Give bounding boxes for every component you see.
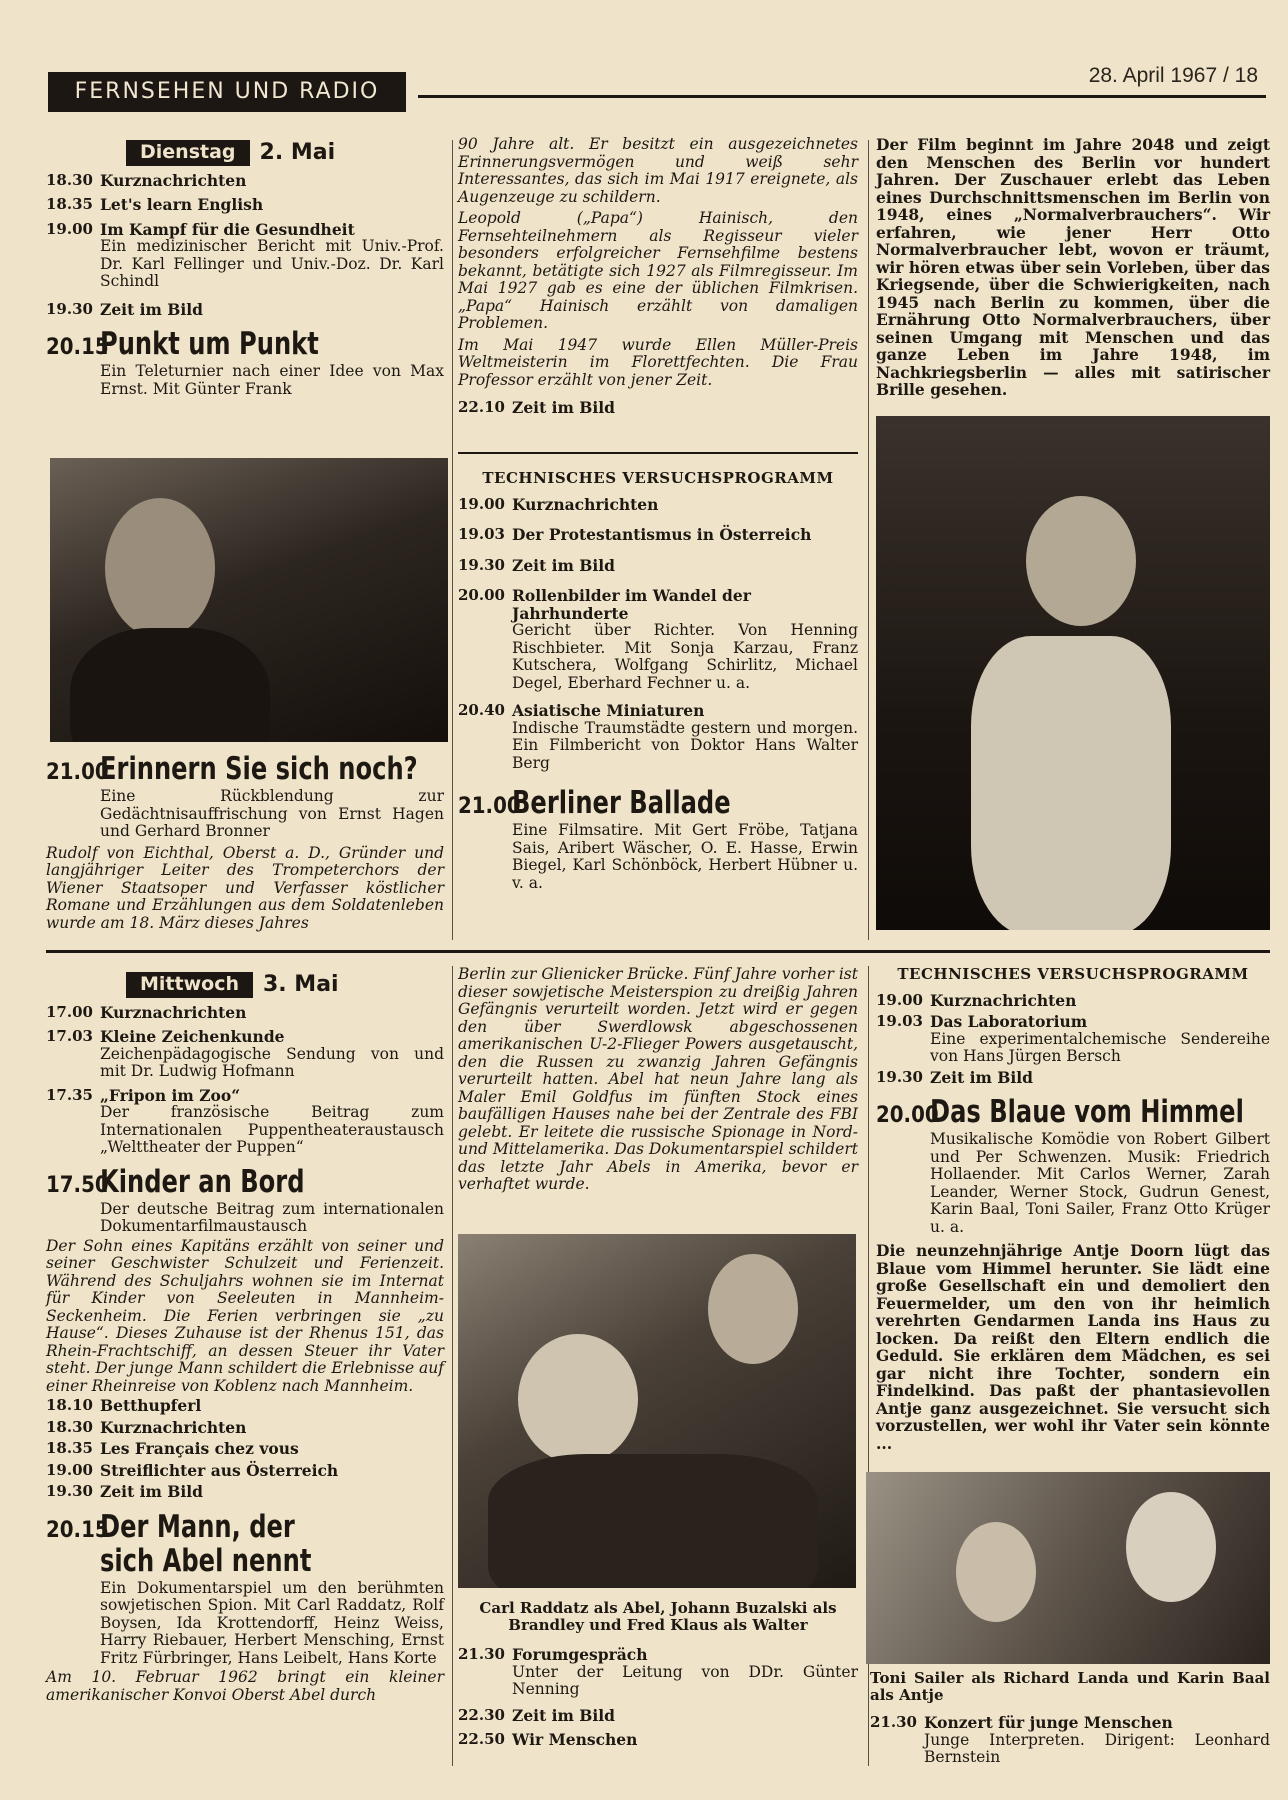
wednesday-middle-column bbox=[458, 966, 858, 1198]
program-item: 19.30 Zeit im Bild bbox=[458, 555, 616, 575]
column-divider bbox=[452, 966, 453, 1766]
program-item: 18.35 Let's learn English bbox=[46, 195, 264, 214]
program-note: 90 Jahre alt. Er besitzt ein ausgezeichnetes Erinnerungsvermögen und weiß sehr Interessantes, das sich im Mai 1917 ereignete, als Augenzeuge zu schildern. bbox=[458, 135, 858, 206]
program-item: 19.30 Zeit im Bild bbox=[46, 1482, 204, 1501]
program-description: Ein Dokumentarspiel um den berühmten sowjetischen Spion. Mit Carl Raddatz, Rolf Boysen, Ida Krottendorff, Heinz Weiss, Harry Riebauer, Herbert Mensching, Ernst Fritz Fürbringer, Hans Leibelt, Hans Korte bbox=[100, 1578, 444, 1667]
highlight-program: 20.00 Das Blaue vom Himmel bbox=[876, 1094, 1244, 1130]
issue-date-page: 28. April 1967 / 18 bbox=[1088, 64, 1258, 87]
photo-presenter bbox=[50, 458, 448, 742]
wednesday-middle-lower bbox=[458, 1600, 858, 1756]
photo-caption: Toni Sailer als Richard Landa und Karin Baal als Antje bbox=[870, 1669, 1270, 1704]
program-item: 19.00 Kurznachrichten bbox=[458, 494, 659, 514]
day-divider bbox=[46, 950, 1270, 953]
program-note: Leopold („Papa“) Hainisch, den Fernsehteilnehmern als Regisseur vieler besonders erfolgreicher Fernsehfilme bestens bekannt, betätigte sich 1927 als Filmregisseur. Im Mai 1927 gab es eine der üblichen Filmkrisen. „Papa“ Hainisch erzählt von damaligen Problemen. bbox=[458, 209, 858, 332]
film-description: Der Film beginnt im Jahre 2048 und zeigt den Menschen des Berlin vor hundert Jahren. Der Zuschauer erlebt das Leben eines Durchschnittsmenschen im Berlin von 1948, eines „Normalverbrauchers“. Wir erfahren, wie jener Herr Otto Normalverbraucher lebt, wovon er träumt, wir hören etwas über sein Vorleben, über das Kriegsende, über die Schwierigkeiten, nach 1945 nach Berlin zu kommen, über die Ernährung Otto Normalverbrauchers, über seinen Umgang mit Menschen und das ganze Leben im Jahre 1948, im Nachkriegsberlin — alles mit satirischer Brille gesehen. bbox=[876, 135, 1270, 399]
program-item: 22.50 Wir Menschen bbox=[458, 1730, 638, 1749]
program-description: Eine Rückblendung zur Gedächtnisauffrischung von Ernst Hagen und Gerhard Bronner bbox=[100, 787, 444, 840]
wednesday-right-column bbox=[876, 966, 1270, 1452]
program-note: Rudolf von Eichthal, Oberst a. D., Gründer und langjähriger Leiter des Trompeterchors der Wiener Staatsoper und Verfasser köstlicher Romane und Erzählungen aus dem Soldatenleben wurde am 18. März dieses Jahres bbox=[46, 843, 444, 932]
day-date: 3. Mai bbox=[262, 972, 339, 997]
program-note: Im Mai 1947 wurde Ellen Müller-Preis Weltmeisterin im Florettfechten. Die Frau Professor erzählt von jener Zeit. bbox=[458, 335, 858, 389]
tuesday-left-column bbox=[46, 140, 444, 398]
section-banner bbox=[48, 72, 406, 112]
program-item: 19.00 Streiflichter aus Österreich bbox=[46, 1460, 339, 1480]
program-item: 19.00 Im Kampf für die Gesundheit Ein medizinischer Bericht mit Univ.-Prof. Dr. Karl Fellinger und Univ.-Doz. Dr. Karl Schindl bbox=[46, 219, 444, 290]
program-item: 18.30 Kurznachrichten bbox=[46, 1417, 247, 1437]
program-item: 22.10 Zeit im Bild bbox=[458, 398, 616, 417]
program-item: 20.40 Asiatische Miniaturen Indische Traumstädte gestern und morgen. Ein Filmbericht von Doktor Hans Walter Berg bbox=[458, 701, 858, 772]
program-note: Berlin zur Glienicker Brücke. Fünf Jahre vorher ist dieser sowjetische Meisterspion zu dreißig Jahren Gefängnis verurteilt worden. Jetzt wird er gegen den über Swerdlowsk abgeschossenen amerikanischen U-2-Flieger Powers ausgetauscht, den die Russen zu zwanzig Jahren Gefängnis verurteilt hatten. Abel hat neun Jahre lang als Maler Emil Goldfus im fünften Stock eines baufälligen Hauses nahe bei der Zentrale des FBI gelebt. Er leitete die russische Spionage in Nord- und Mittelamerika. Das Dokumentarspiel schildert das letzte Jahr Abels in Amerika, bevor er verhaftet wurde. bbox=[458, 965, 858, 1193]
day-date: 2. Mai bbox=[259, 140, 336, 165]
program-description: Ein Teleturnier nach einer Idee von Max Ernst. Mit Günter Frank bbox=[100, 362, 444, 398]
section-heading: TECHNISCHES VERSUCHSPROGRAMM bbox=[897, 965, 1249, 983]
wednesday-left-column bbox=[46, 972, 444, 1706]
tuesday-right-column bbox=[876, 136, 1270, 399]
program-item: 18.10 Betthupferl bbox=[46, 1396, 202, 1415]
wednesday-right-lower bbox=[870, 1670, 1270, 1773]
highlight-program: 21.00 Berliner Ballade bbox=[458, 785, 731, 821]
tuesday-middle-column bbox=[458, 136, 858, 424]
day-label: Mittwoch bbox=[126, 972, 253, 998]
day-header-tuesday bbox=[126, 140, 444, 166]
highlight-program: 21.00 Erinnern Sie sich noch? bbox=[46, 751, 418, 787]
program-item: 17.00 Kurznachrichten bbox=[46, 1002, 247, 1022]
day-header-wednesday bbox=[126, 972, 444, 998]
program-item: 18.30 Kurznachrichten bbox=[46, 170, 247, 190]
program-item: 19.30 Zeit im Bild bbox=[46, 299, 204, 319]
program-description: Eine Filmsatire. Mit Gert Fröbe, Tatjana Sais, Aribert Wäscher, O. E. Hasse, Erwin Biegel, Karl Schönböck, Herbert Hübner u. v. a. bbox=[512, 821, 858, 892]
program-item: 22.30 Zeit im Bild bbox=[458, 1705, 616, 1725]
photo-abel-scene bbox=[458, 1234, 856, 1588]
photo-actress bbox=[876, 416, 1270, 930]
program-note: Der Sohn eines Kapitäns erzählt von seiner und seiner Geschwister Schulzeit und Ferienzeit. Während des Schuljahrs wohnen sie im Internat für Kinder von Seeleuten in Mannheim-Seckenheim. Die Ferien verbringen sie „zu Hause“. Dieses Zuhause ist der Rhenus 151, das Rhein-Frachtschiff, an dessen Steuer ihr Vater steht. Der junge Mann schildert die Erlebnisse auf einer Rheinreise von Koblenz nach Mannheim. bbox=[46, 1236, 445, 1395]
program-description: Musikalische Komödie von Robert Gilbert und Per Schwenzen. Musik: Friedrich Hollaender. Mit Carlos Werner, Zarah Leander, Werner Stock, Gudrun Genest, Karin Baal, Toni Sailer, Franz Otto Krüger u. a. bbox=[930, 1130, 1270, 1236]
film-description: Die neunzehnjährige Antje Doorn lügt das Blaue vom Himmel herunter. Sie lädt eine große Gesellschaft ein und demoliert den Feuermelder, um den von ihr heimlich verehrten Gendarmen Landa ins Haus zu locken. Da reißt den Eltern endlich die Geduld. Sie erklären dem Mädchen, es sei gar nicht ihre Tochter, sondern ein Findelkind. Das paßt der phantasievollen Antje ganz ausgezeichnet. Sie versucht sich vorzustellen, wer wohl ihr Vater sein könnte ... bbox=[876, 1241, 1270, 1453]
program-note: Am 10. Februar 1962 bringt ein kleiner amerikanischer Konvoi Oberst Abel durch bbox=[46, 1668, 444, 1704]
program-item: 17.35 „Fripon im Zoo“ Der französische Beitrag zum Internationalen Puppentheateraustausch „Welttheater der Puppen“ bbox=[46, 1085, 444, 1156]
highlight-program: 20.15 Punkt um Punkt bbox=[46, 326, 319, 362]
program-item: 19.03 Der Protestantismus in Österreich bbox=[458, 525, 812, 544]
program-item: 19.30 Zeit im Bild bbox=[876, 1067, 1034, 1087]
program-item: 19.03 Das Laboratorium Eine experimentalchemische Sendereihe von Hans Jürgen Bersch bbox=[876, 1012, 1270, 1065]
photo-caption: Carl Raddatz als Abel, Johann Buzalski als Brandley und Fred Klaus als Walter bbox=[479, 1599, 837, 1634]
day-label: Dienstag bbox=[126, 140, 250, 166]
program-description: Der deutsche Beitrag zum internationalen Dokumentarfilmaustausch bbox=[100, 1199, 444, 1235]
program-item: 17.03 Kleine Zeichenkunde Zeichenpädagogische Sendung von und mit Dr. Ludwig Hofmann bbox=[46, 1027, 444, 1080]
program-item: 18.35 Les Français chez vous bbox=[46, 1439, 299, 1458]
program-item: 19.00 Kurznachrichten bbox=[876, 990, 1077, 1010]
tuesday-left-lower bbox=[46, 752, 444, 936]
highlight-program: 20.15 Der Mann, der sich Abel nennt bbox=[46, 1508, 312, 1579]
masthead-rule bbox=[418, 95, 1266, 98]
section-title: FERNSEHEN UND RADIO bbox=[74, 79, 380, 104]
photo-landa-antje bbox=[866, 1472, 1270, 1664]
section-rule bbox=[458, 452, 858, 454]
program-item: 21.30 Konzert für junge Menschen Junge Interpreten. Dirigent: Leonhard Bernstein bbox=[870, 1713, 1270, 1766]
column-divider bbox=[452, 140, 453, 940]
tuesday-tech-program bbox=[458, 466, 858, 892]
column-divider bbox=[868, 140, 869, 940]
program-item: 20.00 Rollenbilder im Wandel der Jahrhunderte Gericht über Richter. Von Henning Rischbieter. Mit Sonja Karzau, Franz Kutschera, Wolfgang Schirlitz, Michael Degel, Eberhard Fechner u. a. bbox=[458, 586, 858, 692]
program-item: 21.30 Forumgespräch Unter der Leitung von DDr. Günter Nenning bbox=[458, 1645, 858, 1698]
highlight-program: 17.50 Kinder an Bord bbox=[46, 1163, 305, 1200]
section-heading: TECHNISCHES VERSUCHSPROGRAMM bbox=[482, 469, 834, 487]
